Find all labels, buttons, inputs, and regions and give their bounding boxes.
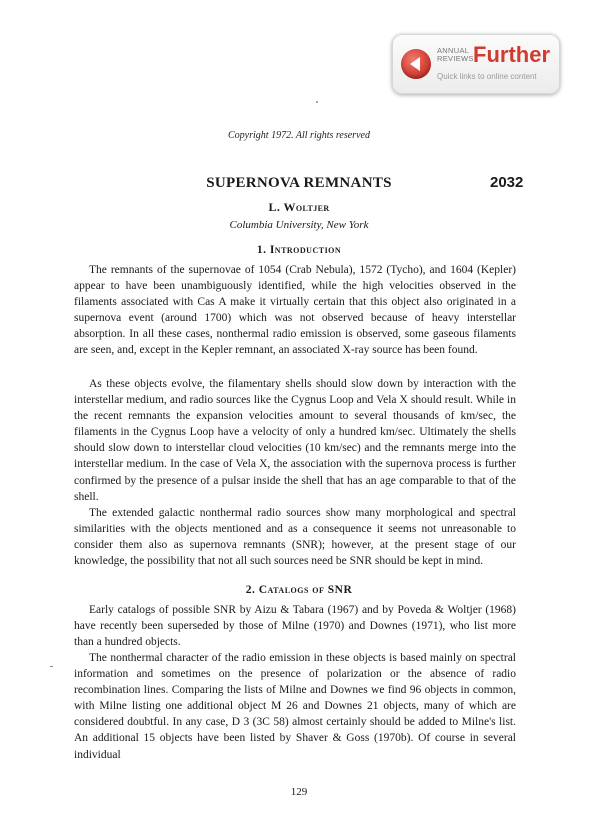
article-number: 2032 [490, 174, 524, 191]
badge-subtitle: Quick links to online content [437, 72, 537, 81]
further-badge[interactable] [392, 34, 560, 94]
paragraph: The nonthermal character of the radio emission in these objects is based mainly on spectral information and sometimes on the presence of polarization or the absence of radio recombination lines. Comparing the lists of Milne and Downes we find 96 objects in common, with Milne listing one additional object M 26 and Downes 21 objects, many of which are considered doubtful. In any case, D 3 (3C 58) almost certainly should be added to Milne's list. An additional 15 objects have been listed by Shaver & Goss (1970b). Of course in several individual [74, 652, 516, 761]
print-speck [316, 101, 318, 103]
margin-mark [50, 666, 53, 667]
section-heading-catalogs: 2. Catalogs of SNR [245, 584, 353, 596]
paragraph: The remnants of the supernovae of 1054 (Crab Nebula), 1572 (Tycho), and 1604 (Kepler) appear to have been unambiguously identified, while the high velocities observed in the filaments associated with Cas A make it virtually certain that this object also originated in a supernova event (around 1700) which was not observed because of heavy interstellar absorption. In all these cases, nonthermal radio emission is observed, some gaseous filaments are seen, and, except in the Kepler remnant, an associated X-ray source has been found. [74, 264, 516, 357]
paragraph: The extended galactic nonthermal radio sources show many morphological and spectral similarities with the objects mentioned and as a consequence it seems not unreasonable to consider them also as supernova remnants (SNR); however, at the present stage of our knowledge, the possibility that not all such sources need be SNR should be kept in mind. [74, 507, 516, 568]
article-title: SUPERNOVA REMNANTS [206, 175, 392, 191]
paragraph: As these objects evolve, the filamentary shells should slow down by interaction with the interstellar medium, and radio sources like the Cygnus Loop and Vela X should result. While in the recent remnants the expansion velocities amount to several thousands of km/sec, the filaments in the Cygnus Loop have a velocity of only a hundred km/sec. Ultimately the shells should slow down to interstellar cloud velocities (10 km/sec) and the remnants merge into the interstellar medium. In the case of Vela X, the association with the supernova process is further confirmed by the presence of a pulsar inside the shell that has an age comparable to that of the shell. [74, 378, 516, 503]
section-heading-introduction: 1. Introduction [256, 244, 342, 256]
paragraph: Early catalogs of possible SNR by Aizu & Tabara (1967) and by Poveda & Woltjer (1968) have recently been superseded by those of Milne (1970) and Downes (1971), who list more than a hundred objects. [74, 604, 516, 649]
author-affiliation: Columbia University, New York [229, 219, 369, 231]
annual-reviews-logo: ANNUAL REVIEWS [437, 46, 474, 63]
page-number: 129 [290, 786, 308, 798]
back-arrow-icon [401, 49, 431, 79]
copyright-notice: Copyright 1972. All rights reserved [228, 130, 370, 141]
author-name: L. Woltjer [268, 200, 330, 214]
further-label: Further [473, 42, 550, 67]
